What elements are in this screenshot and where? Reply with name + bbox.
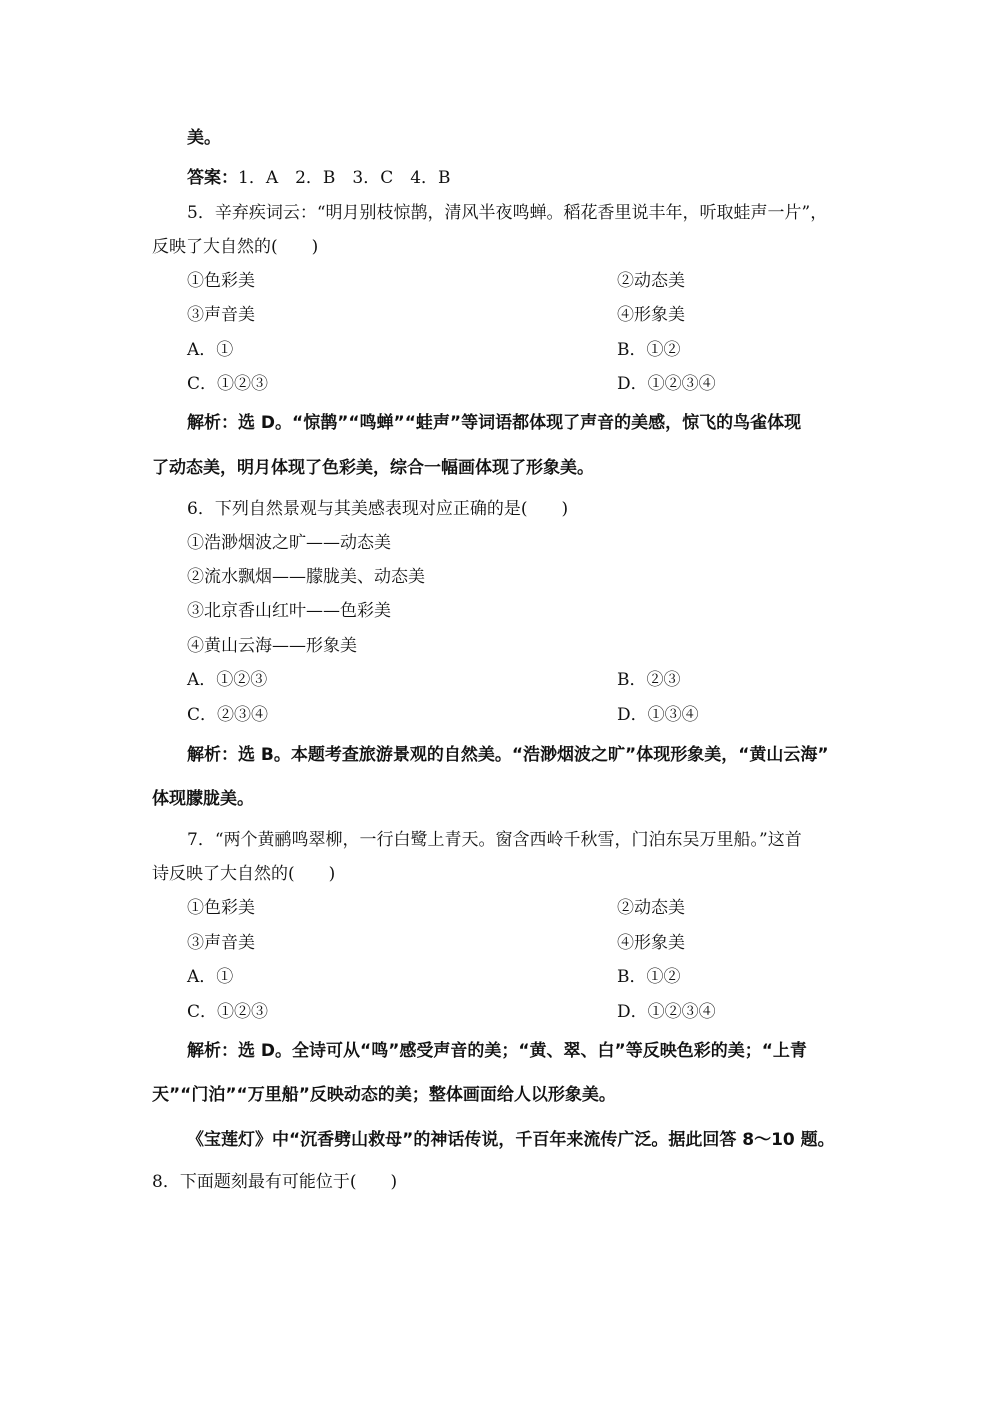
q7-option-a: A．① [187,967,234,987]
q6-item-4: ④黄山云海——形象美 [187,636,357,656]
q6-analysis-line2: 体现朦胧美。 [152,789,254,809]
q6-item-1: ①浩渺烟波之旷——动态美 [187,533,391,553]
q7-item-3: ③声音美 [187,933,255,953]
q7-analysis-line2: 天”“门泊”“万里船”反映动态的美；整体画面给人以形象美。 [152,1085,616,1105]
top-fragment: 美。 [187,128,221,148]
q7-analysis-line1: 解析：选 D。全诗可从“鸣”感受声音的美；“黄、翠、白”等反映色彩的美；“上青 [187,1041,807,1061]
q5-option-b: B．①② [617,340,681,360]
q6-option-a: A．①②③ [187,670,268,690]
q5-analysis-line2: 了动态美，明月体现了色彩美，综合一幅画体现了形象美。 [152,458,594,478]
q6-option-c: C．②③④ [187,705,269,725]
answers-text: 1．A 2．B 3．C 4．B [238,168,451,188]
q6-option-d: D．①③④ [617,705,699,725]
q6-item-3: ③北京香山红叶——色彩美 [187,601,391,621]
q7-option-c: C．①②③ [187,1002,269,1022]
answers-label: 答案： [187,168,238,188]
q5-option-d: D．①②③④ [617,374,716,394]
q7-item-1: ①色彩美 [187,898,255,918]
q6-analysis-line1: 解析：选 B。本题考查旅游景观的自然美。“浩渺烟波之旷”体现形象美，“黄山云海” [187,745,829,765]
q7-option-d: D．①②③④ [617,1002,716,1022]
q7-stem-line1: 7．“两个黄鹂鸣翠柳，一行白鹭上青天。窗含西岭千秋雪，门泊东吴万里船。”这首 [187,830,802,850]
q5-option-c: C．①②③ [187,374,269,394]
q5-analysis-line1: 解析：选 D。“惊鹊”“鸣蝉”“蛙声”等词语都体现了声音的美感，惊飞的鸟雀体现 [187,413,802,433]
q7-stem-line2: 诗反映了大自然的( ) [152,864,336,884]
q5-item-3: ③声音美 [187,305,255,325]
q6-option-b: B．②③ [617,670,681,690]
q7-item-2: ②动态美 [617,898,685,918]
q7-option-b: B．①② [617,967,681,987]
q8-stem: 8．下面题刻最有可能位于( ) [152,1172,398,1192]
q5-stem-line2: 反映了大自然的( ) [152,237,319,257]
q5-item-2: ②动态美 [617,271,685,291]
q6-stem: 6．下列自然景观与其美感表现对应正确的是( ) [187,499,569,519]
q5-stem-line1: 5．辛弃疾词云：“明月别枝惊鹊，清风半夜鸣蝉。稻花香里说丰年，听取蛙声一片”， [187,203,828,223]
q5-item-1: ①色彩美 [187,271,255,291]
q6-item-2: ②流水飘烟——朦胧美、动态美 [187,567,425,587]
q5-option-a: A．① [187,340,234,360]
intro-8-10: 《宝莲灯》中“沉香劈山救母”的神话传说，千百年来流传广泛。据此回答 8～10 题。 [187,1130,835,1150]
q5-item-4: ④形象美 [617,305,685,325]
q7-item-4: ④形象美 [617,933,685,953]
answers-line [187,167,451,189]
